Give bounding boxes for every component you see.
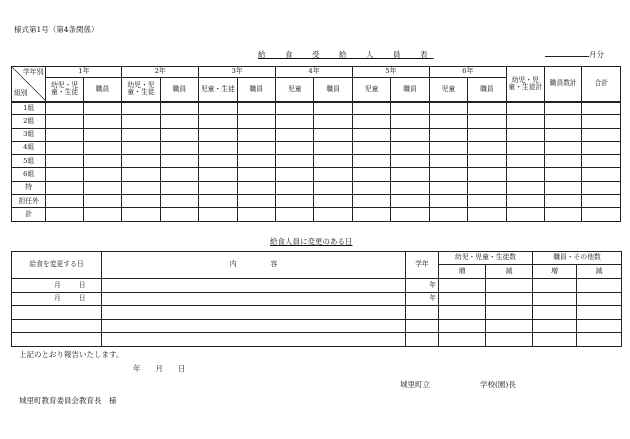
meal-count-table [11, 66, 621, 222]
count-cell[interactable] [545, 181, 582, 194]
count-cell[interactable] [352, 168, 390, 181]
change-count-cell[interactable] [486, 306, 533, 320]
count-cell[interactable] [122, 208, 160, 221]
count-cell[interactable] [276, 115, 314, 128]
grade-1-students-header: 幼児・児童・生徒 [46, 78, 83, 102]
count-cell[interactable] [160, 128, 198, 141]
count-cell[interactable] [276, 195, 314, 208]
count-cell[interactable] [237, 181, 275, 194]
count-cell[interactable] [545, 128, 582, 141]
class-row-label: 担任外 [12, 195, 46, 208]
count-cell[interactable] [545, 115, 582, 128]
grand-total-header: 合計 [582, 67, 621, 102]
count-cell[interactable] [468, 155, 506, 168]
class-row-label: 特 [12, 181, 46, 194]
class-row-label: 6組 [12, 168, 46, 181]
grade-5-students-header: 児童 [352, 78, 390, 102]
count-cell[interactable] [314, 195, 352, 208]
change-date-cell[interactable] [12, 279, 102, 293]
count-cell[interactable] [122, 168, 160, 181]
change-row [12, 292, 622, 306]
count-cell[interactable] [391, 128, 429, 141]
count-cell[interactable] [237, 128, 275, 141]
change-count-cell[interactable] [533, 306, 577, 320]
change-count-cell[interactable] [533, 279, 577, 293]
change-count-cell[interactable] [486, 279, 533, 293]
count-cell[interactable] [468, 208, 506, 221]
grade-2-staff-header: 職員 [160, 78, 198, 102]
count-cell[interactable] [122, 141, 160, 154]
changes-table [11, 251, 622, 347]
class-row-label: 1組 [12, 102, 46, 115]
change-count-cell[interactable] [486, 292, 533, 306]
change-grade-header: 学年 [406, 252, 439, 279]
month-suffix: 月分 [589, 50, 604, 59]
count-cell[interactable] [46, 181, 83, 194]
count-cell[interactable] [352, 141, 390, 154]
change-grade-cell[interactable] [406, 319, 439, 333]
count-cell[interactable] [391, 208, 429, 221]
grade-3-staff-header: 職員 [237, 78, 275, 102]
class-row-label: 計 [12, 208, 46, 221]
count-cell[interactable] [582, 102, 621, 115]
count-cell[interactable] [199, 115, 237, 128]
count-cell[interactable] [352, 181, 390, 194]
change-count-cell[interactable] [577, 279, 622, 293]
day-label: 日 [78, 294, 86, 303]
change-count-cell[interactable] [577, 319, 622, 333]
change-count-cell[interactable] [486, 333, 533, 347]
count-cell[interactable] [468, 181, 506, 194]
count-cell[interactable] [276, 128, 314, 141]
count-cell[interactable] [276, 208, 314, 221]
count-cell[interactable] [83, 155, 121, 168]
report-date-line[interactable]: 年 月 日 [133, 364, 186, 373]
change-count-cell[interactable] [533, 319, 577, 333]
grade-4-students-header: 児童 [276, 78, 314, 102]
change-row [12, 333, 622, 347]
change-count-cell[interactable] [577, 333, 622, 347]
count-cell[interactable] [276, 181, 314, 194]
count-cell[interactable] [160, 115, 198, 128]
count-cell[interactable] [122, 128, 160, 141]
count-cell[interactable] [276, 141, 314, 154]
count-cell[interactable] [314, 208, 352, 221]
count-cell[interactable] [468, 102, 506, 115]
count-cell[interactable] [160, 155, 198, 168]
count-cell[interactable] [46, 168, 83, 181]
count-cell[interactable] [199, 181, 237, 194]
change-content-header: 内 容 [102, 252, 406, 279]
change-row [12, 279, 622, 293]
count-cell[interactable] [352, 128, 390, 141]
change-content-cell[interactable] [102, 279, 406, 293]
count-cell[interactable] [237, 168, 275, 181]
total-students-header: 幼児・児童・生徒計 [506, 67, 544, 102]
count-cell[interactable] [352, 195, 390, 208]
change-count-cell[interactable] [577, 292, 622, 306]
change-row [12, 306, 622, 320]
count-cell[interactable] [582, 195, 621, 208]
change-date-header: 給食を変更する日 [12, 252, 102, 279]
count-cell[interactable] [314, 168, 352, 181]
count-cell[interactable] [545, 102, 582, 115]
count-cell[interactable] [582, 155, 621, 168]
staff-count-header: 職員・その他数 [533, 252, 622, 265]
grade-4-staff-header: 職員 [314, 78, 352, 102]
count-cell[interactable] [237, 141, 275, 154]
count-cell[interactable] [582, 181, 621, 194]
count-cell[interactable] [506, 195, 544, 208]
class-row-label: 5組 [12, 155, 46, 168]
count-cell[interactable] [582, 115, 621, 128]
count-cell[interactable] [83, 181, 121, 194]
count-cell[interactable] [429, 181, 467, 194]
count-cell[interactable] [506, 141, 544, 154]
change-content-cell[interactable] [102, 333, 406, 347]
count-cell[interactable] [83, 168, 121, 181]
count-cell[interactable] [199, 168, 237, 181]
count-cell[interactable] [545, 155, 582, 168]
staff-decrease-header: 減 [577, 265, 622, 279]
corner-class-label: 組別 [14, 89, 28, 98]
count-cell[interactable] [545, 208, 582, 221]
grade-3-header: 3年 [199, 67, 276, 78]
count-cell[interactable] [46, 141, 83, 154]
month-field[interactable] [545, 51, 604, 59]
change-count-cell[interactable] [439, 319, 486, 333]
form-title: 給 食 受 給 人 員 表 [258, 50, 434, 59]
count-cell[interactable] [391, 155, 429, 168]
total-staff-header: 職員数計 [545, 67, 582, 102]
count-cell[interactable] [391, 102, 429, 115]
count-cell[interactable] [83, 128, 121, 141]
grade-1-staff-header: 職員 [83, 78, 121, 102]
change-date-cell[interactable] [12, 306, 102, 320]
month-label: 月 [54, 280, 61, 289]
count-cell[interactable] [468, 195, 506, 208]
grade-unit-label: 年 [429, 294, 436, 303]
count-cell[interactable] [122, 195, 160, 208]
count-cell[interactable] [276, 168, 314, 181]
change-count-cell[interactable] [533, 292, 577, 306]
count-cell[interactable] [391, 168, 429, 181]
change-grade-cell[interactable] [406, 306, 439, 320]
addressee: 城里町教育委員会教育長 様 [19, 396, 117, 405]
change-date-cell[interactable] [12, 333, 102, 347]
class-row [12, 102, 621, 115]
count-cell[interactable] [468, 168, 506, 181]
grade-4-header: 4年 [276, 67, 353, 78]
change-content-cell[interactable] [102, 292, 406, 306]
count-cell[interactable] [46, 208, 83, 221]
grade-2-students-header: 幼児・児童・生徒 [122, 78, 160, 102]
count-cell[interactable] [429, 168, 467, 181]
class-row [12, 168, 621, 181]
class-row [12, 195, 621, 208]
class-row-label: 4組 [12, 141, 46, 154]
count-cell[interactable] [199, 128, 237, 141]
count-cell[interactable] [237, 115, 275, 128]
count-cell[interactable] [506, 208, 544, 221]
count-cell[interactable] [582, 141, 621, 154]
grade-5-header: 5年 [352, 67, 429, 78]
count-cell[interactable] [429, 141, 467, 154]
grade-unit-label: 年 [429, 280, 436, 289]
count-cell[interactable] [352, 208, 390, 221]
count-cell[interactable] [506, 128, 544, 141]
count-cell[interactable] [429, 128, 467, 141]
count-cell[interactable] [46, 195, 83, 208]
count-cell[interactable] [160, 168, 198, 181]
class-row [12, 115, 621, 128]
change-count-cell[interactable] [439, 279, 486, 293]
change-count-cell[interactable] [439, 292, 486, 306]
class-row-label: 3組 [12, 128, 46, 141]
change-count-cell[interactable] [533, 333, 577, 347]
change-grade-cell[interactable] [406, 333, 439, 347]
students-count-header: 幼児・児童・生徒数 [439, 252, 533, 265]
report-text: 上記のとおり報告いたします。 [19, 350, 124, 359]
count-cell[interactable] [199, 141, 237, 154]
count-cell[interactable] [237, 195, 275, 208]
change-row [12, 319, 622, 333]
principal-title: 学校(園)長 [480, 380, 516, 389]
count-cell[interactable] [199, 155, 237, 168]
change-grade-cell[interactable] [406, 279, 439, 293]
count-cell[interactable] [545, 195, 582, 208]
count-cell[interactable] [199, 208, 237, 221]
count-cell[interactable] [237, 102, 275, 115]
count-cell[interactable] [391, 181, 429, 194]
changes-title: 給食人員に変更のある日 [270, 237, 353, 246]
count-cell[interactable] [391, 115, 429, 128]
month-label: 月 [54, 294, 61, 303]
count-cell[interactable] [276, 155, 314, 168]
count-cell[interactable] [199, 102, 237, 115]
count-cell[interactable] [122, 155, 160, 168]
count-cell[interactable] [314, 128, 352, 141]
count-cell[interactable] [314, 155, 352, 168]
count-cell[interactable] [506, 168, 544, 181]
count-cell[interactable] [429, 155, 467, 168]
change-count-cell[interactable] [439, 333, 486, 347]
count-cell[interactable] [545, 168, 582, 181]
count-cell[interactable] [122, 102, 160, 115]
grade-6-header: 6年 [429, 67, 506, 78]
count-cell[interactable] [352, 102, 390, 115]
count-cell[interactable] [83, 115, 121, 128]
count-cell[interactable] [429, 195, 467, 208]
staff-increase-header: 増 [533, 265, 577, 279]
count-cell[interactable] [468, 141, 506, 154]
class-row [12, 181, 621, 194]
count-cell[interactable] [352, 115, 390, 128]
count-cell[interactable] [122, 115, 160, 128]
count-cell[interactable] [468, 128, 506, 141]
grade-3-students-header: 児童・生徒 [199, 78, 237, 102]
change-count-cell[interactable] [439, 306, 486, 320]
count-cell[interactable] [506, 155, 544, 168]
change-content-cell[interactable] [102, 306, 406, 320]
town-name: 城里町立 [400, 380, 430, 389]
count-cell[interactable] [582, 168, 621, 181]
count-cell[interactable] [468, 115, 506, 128]
corner-header [12, 67, 46, 102]
count-cell[interactable] [314, 141, 352, 154]
count-cell[interactable] [429, 102, 467, 115]
count-cell[interactable] [122, 181, 160, 194]
grade-2-header: 2年 [122, 67, 199, 78]
count-cell[interactable] [391, 141, 429, 154]
count-cell[interactable] [582, 128, 621, 141]
count-cell[interactable] [506, 181, 544, 194]
count-cell[interactable] [199, 195, 237, 208]
corner-grade-label: 学年別 [23, 68, 44, 76]
class-row [12, 155, 621, 168]
count-cell[interactable] [276, 102, 314, 115]
change-date-cell[interactable] [12, 292, 102, 306]
count-cell[interactable] [46, 102, 83, 115]
count-cell[interactable] [46, 155, 83, 168]
change-content-cell[interactable] [102, 319, 406, 333]
grade-5-staff-header: 職員 [391, 78, 429, 102]
change-count-cell[interactable] [486, 319, 533, 333]
count-cell[interactable] [46, 128, 83, 141]
grade-1-header: 1年 [46, 67, 122, 78]
count-cell[interactable] [506, 115, 544, 128]
day-label: 日 [78, 280, 86, 289]
count-cell[interactable] [352, 155, 390, 168]
change-grade-cell[interactable] [406, 292, 439, 306]
count-cell[interactable] [83, 102, 121, 115]
count-cell[interactable] [237, 155, 275, 168]
count-cell[interactable] [160, 141, 198, 154]
grade-6-staff-header: 職員 [468, 78, 506, 102]
count-cell[interactable] [83, 195, 121, 208]
count-cell[interactable] [391, 195, 429, 208]
count-cell[interactable] [160, 195, 198, 208]
class-row [12, 208, 621, 221]
count-cell[interactable] [582, 208, 621, 221]
grade-6-students-header: 児童 [429, 78, 467, 102]
count-cell[interactable] [314, 181, 352, 194]
class-row [12, 128, 621, 141]
class-row-label: 2組 [12, 115, 46, 128]
count-cell[interactable] [506, 102, 544, 115]
class-row [12, 141, 621, 154]
count-cell[interactable] [160, 208, 198, 221]
count-cell[interactable] [314, 115, 352, 128]
count-cell[interactable] [83, 208, 121, 221]
form-id: 様式第1号（第4条関係） [14, 25, 99, 34]
count-cell[interactable] [160, 181, 198, 194]
count-cell[interactable] [545, 141, 582, 154]
count-cell[interactable] [429, 115, 467, 128]
count-cell[interactable] [429, 208, 467, 221]
count-cell[interactable] [83, 141, 121, 154]
count-cell[interactable] [237, 208, 275, 221]
count-cell[interactable] [314, 102, 352, 115]
count-cell[interactable] [160, 102, 198, 115]
students-decrease-header: 減 [486, 265, 533, 279]
count-cell[interactable] [46, 115, 83, 128]
change-date-cell[interactable] [12, 319, 102, 333]
students-increase-header: 増 [439, 265, 486, 279]
change-count-cell[interactable] [577, 306, 622, 320]
